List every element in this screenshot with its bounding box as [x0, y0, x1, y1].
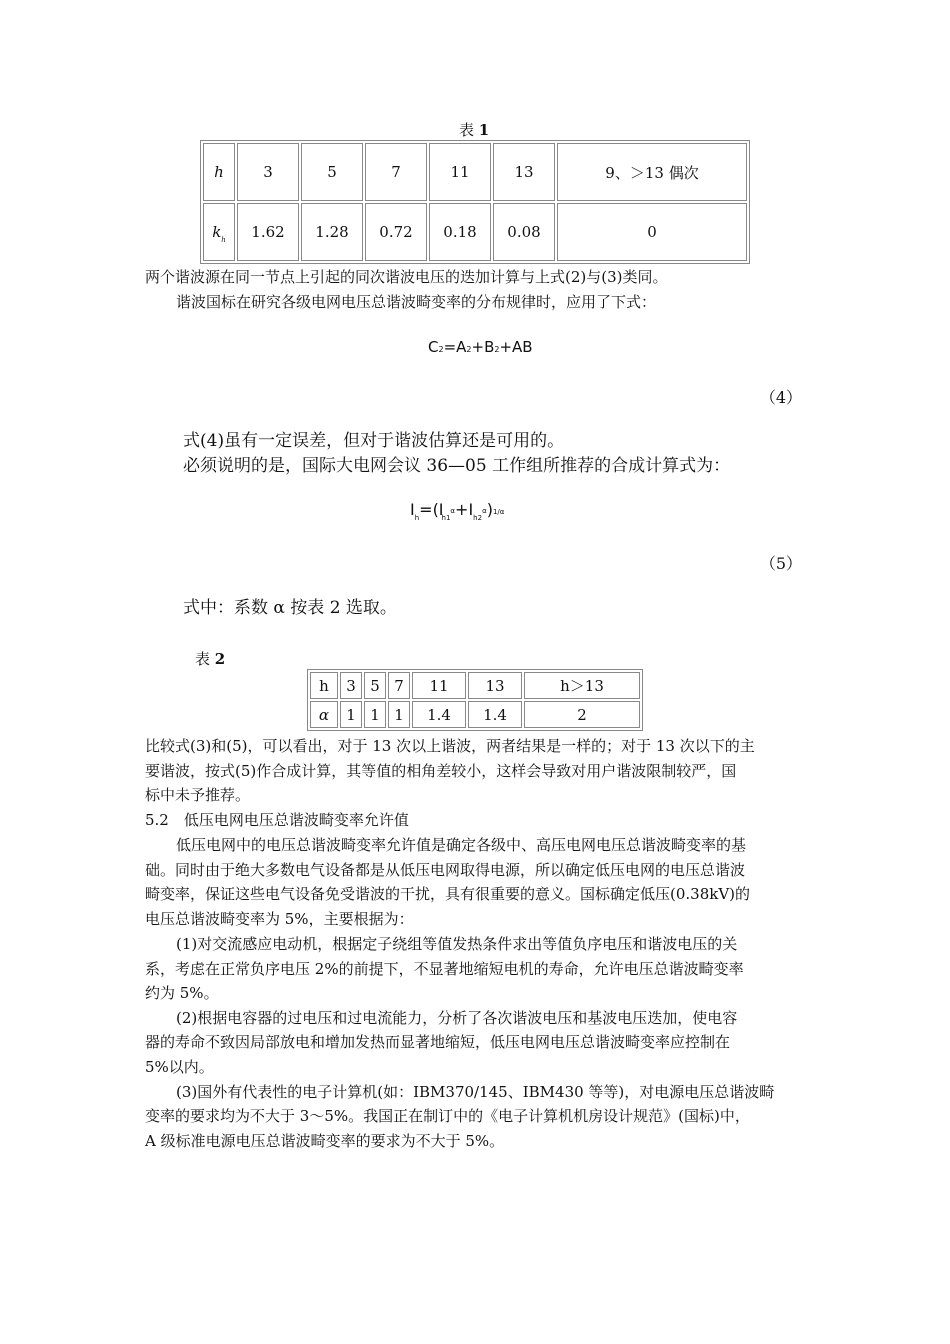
table2-cell: 1.4	[468, 701, 522, 728]
table1-row-k	[203, 203, 747, 261]
table1-cell: 5	[301, 143, 363, 201]
table2-cell: 11	[412, 672, 466, 699]
table1-caption: 表 1	[459, 121, 490, 139]
paragraph-line: (2)根据电容器的过电压和过电流能力，分析了各次谐波电压和基波电压迭加，使电容	[176, 1009, 738, 1027]
paragraph: 式中：系数 α 按表 2 选取。	[183, 598, 397, 618]
paragraph-line: 系，考虑在正常负序电压 2%的前提下，不显著地缩短电机的寿命，允许电压总谐波畸变率	[145, 960, 744, 978]
table2-cell: 1.4	[412, 701, 466, 728]
table1	[200, 140, 750, 264]
table2-cell: 1	[340, 701, 362, 728]
table1-cell: 1.28	[301, 203, 363, 261]
table2-row-h	[310, 672, 640, 699]
table1-header-k: $k_h$	[203, 203, 235, 261]
table1-cell: 11	[429, 143, 491, 201]
equation-number-4: （4）	[759, 388, 802, 407]
paragraph-line: A 级标准电源电压总谐波畸变率的要求为不大于 5%。	[145, 1132, 505, 1150]
table2	[307, 669, 643, 731]
paragraph-line: (3)国外有代表性的电子计算机(如：IBM370/145、IBM430 等等)，对电源电压总谐波畸	[176, 1083, 775, 1101]
paragraph-line: 约为 5%。	[145, 984, 219, 1002]
table2-cell: h＞13	[524, 672, 640, 699]
table2-header-alpha: α	[310, 701, 338, 728]
paragraph-line: (1)对交流感应电动机，根据定子绕组等值发热条件求出等值负序电压和谐波电压的关	[176, 935, 738, 953]
table1-cell: 1.62	[237, 203, 299, 261]
table2-cell: 2	[524, 701, 640, 728]
table2-cell: 1	[364, 701, 386, 728]
section-heading: 5.2 低压电网电压总谐波畸变率允许值	[145, 811, 409, 829]
table1-cell: 0.18	[429, 203, 491, 261]
paragraph-line: 电压总谐波畸变率为 5%，主要根据为：	[145, 910, 414, 928]
formula-5: $I_h=(I_{h1}\alpha+I_{h2}\alpha)1/\alpha$	[410, 500, 505, 522]
paragraph-line: 比较式(3)和(5)，可以看出，对于 13 次以上谐波，两者结果是一样的；对于 13 次以下的主	[145, 737, 755, 755]
paragraph: 两个谐波源在同一节点上引起的同次谐波电压的迭加计算与上式(2)与(3)类同。	[145, 268, 668, 286]
equation-number-5: （5）	[759, 554, 802, 573]
table2-cell: 3	[340, 672, 362, 699]
table2-row-alpha	[310, 701, 640, 728]
paragraph: 谐波国标在研究各级电网电压总谐波畸变率的分布规律时，应用了下式：	[176, 293, 657, 311]
table1-cell: 7	[365, 143, 427, 201]
paragraph: 必须说明的是，国际大电网会议 36—05 工作组所推荐的合成计算式为：	[183, 456, 731, 476]
table1-cell: 3	[237, 143, 299, 201]
table1-cell: 0.08	[493, 203, 555, 261]
table2-caption: 表 2	[195, 650, 226, 668]
paragraph-line: 5%以内。	[145, 1058, 214, 1076]
paragraph-line: 畸变率，保证这些电气设备免受谐波的干扰，具有很重要的意义。国标确定低压(0.38kV)的	[145, 885, 751, 903]
table2-cell: 13	[468, 672, 522, 699]
table2-cell: 1	[388, 701, 410, 728]
paragraph-line: 低压电网中的电压总谐波畸变率允许值是确定各级中、高压电网电压总谐波畸变率的基	[176, 836, 747, 854]
table1-cell: 13	[493, 143, 555, 201]
paragraph-line: 础。同时由于绝大多数电气设备都是从低压电网取得电源，所以确定低压电网的电压总谐波	[145, 861, 746, 879]
paragraph-line: 变率的要求均为不大于 3～5%。我国正在制订中的《电子计算机机房设计规范》(国标)中，	[145, 1107, 750, 1125]
formula-4: C2=A2+B2+AB	[428, 338, 533, 356]
table1-cell: 0.72	[365, 203, 427, 261]
table1-row-h	[203, 143, 747, 201]
table2-cell: 7	[388, 672, 410, 699]
table1-header-h: h	[203, 143, 235, 201]
paragraph-line: 要谐波，按式(5)作合成计算，其等值的相角差较小，这样会导致对用户谐波限制较严，国	[145, 762, 737, 780]
paragraph-line: 标中未予推荐。	[145, 786, 251, 804]
table2-header-h: h	[310, 672, 338, 699]
table1-cell: 0	[557, 203, 747, 261]
paragraph-line: 器的寿命不致因局部放电和增加发热而显著地缩短，低压电网电压总谐波畸变率应控制在	[145, 1033, 731, 1051]
paragraph: 式(4)虽有一定误差，但对于谐波估算还是可用的。	[183, 431, 565, 451]
table1-cell: 9、＞13 偶次	[557, 143, 747, 201]
table2-cell: 5	[364, 672, 386, 699]
